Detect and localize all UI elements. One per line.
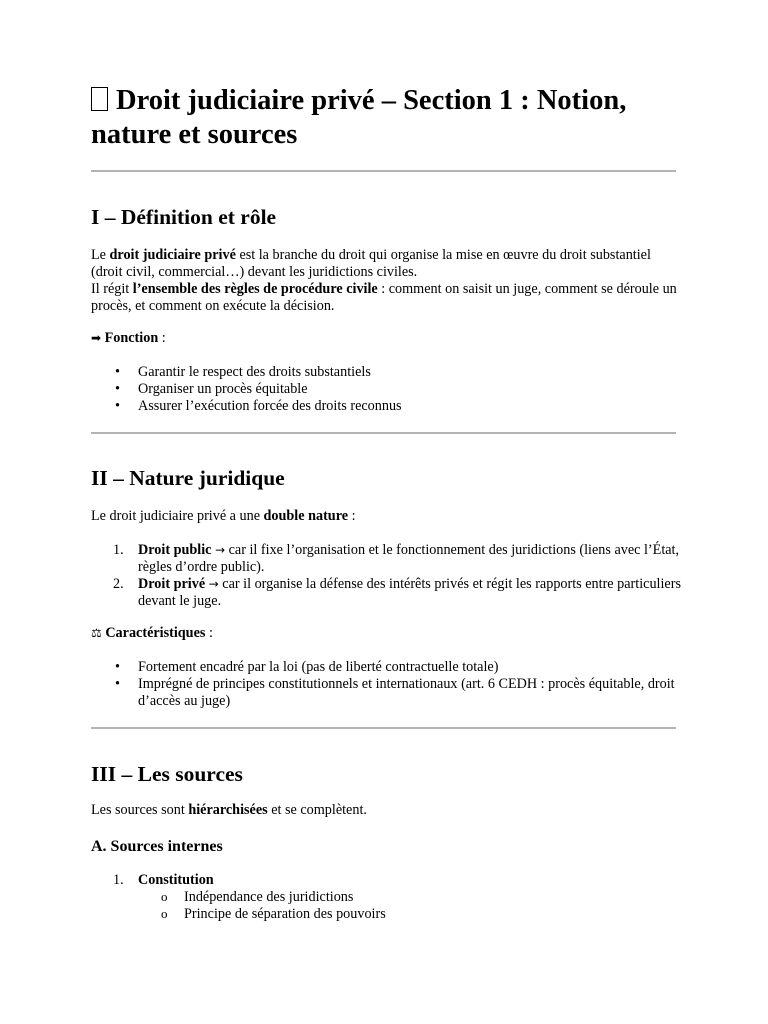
list-item: • Garantir le respect des droits substantiels <box>91 364 681 381</box>
caracteristiques-label: ⚖ Caractéristiques : <box>91 625 213 641</box>
list-item: 2. Droit privé → car il organise la défense des intérêts privés et régit les rapports entre particuliers devant le juge. <box>113 576 681 609</box>
subsection-heading: A. Sources internes <box>91 838 223 855</box>
horizontal-rule <box>91 432 676 434</box>
definition-paragraph: Le droit judiciaire privé est la branche du droit qui organise la mise en œuvre du droit substantiel (droit civil, commercial…) devant les juridictions civiles. Il régit l’ensemble des règles de procédure civile : comment on saisit un juge, comment se déroule un procès, et comment on exécute la décision. <box>91 247 677 314</box>
section-heading: III – Les sources <box>91 762 243 786</box>
section-heading: I – Définition et rôle <box>91 205 277 229</box>
nature-list <box>91 542 681 610</box>
horizontal-rule <box>91 170 676 172</box>
list-item: • Organiser un procès équitable <box>91 381 681 398</box>
list-item: • Assurer l’exécution forcée des droits reconnus <box>91 398 681 415</box>
sub-list-item: o Principe de séparation des pouvoirs <box>91 906 681 923</box>
missing-glyph-icon <box>91 87 108 111</box>
sources-intro: Les sources sont hiérarchisées et se complètent. <box>91 802 367 818</box>
scales-icon: ⚖ <box>91 626 102 640</box>
list-item: 1. Constitution <box>113 872 214 888</box>
right-arrow-icon: ➡ <box>91 331 102 345</box>
list-item: • Fortement encadré par la loi (pas de liberté contractuelle totale) <box>91 659 681 676</box>
nature-intro: Le droit judiciaire privé a une double nature : <box>91 508 356 524</box>
right-arrow-icon: → <box>208 577 219 591</box>
fonction-label: ➡ Fonction : <box>91 330 166 346</box>
list-item: 1. Droit public → car il fixe l’organisation et le fonctionnement des juridictions (liens avec l’État, règles d’ordre public). <box>113 542 680 575</box>
right-arrow-icon: → <box>215 543 226 557</box>
sources-list <box>91 872 681 923</box>
horizontal-rule <box>91 727 676 729</box>
sub-list-item: o Indépendance des juridictions <box>91 889 681 906</box>
section-heading: II – Nature juridique <box>91 466 285 490</box>
caracteristiques-list <box>91 659 681 710</box>
list-item: • Imprégné de principes constitutionnels et internationaux (art. 6 CEDH : procès équitable, droit d’accès au juge) <box>91 676 681 710</box>
fonction-list <box>91 364 681 415</box>
document-title: Droit judiciaire privé – Section 1 : Notion, nature et sources <box>91 85 627 150</box>
